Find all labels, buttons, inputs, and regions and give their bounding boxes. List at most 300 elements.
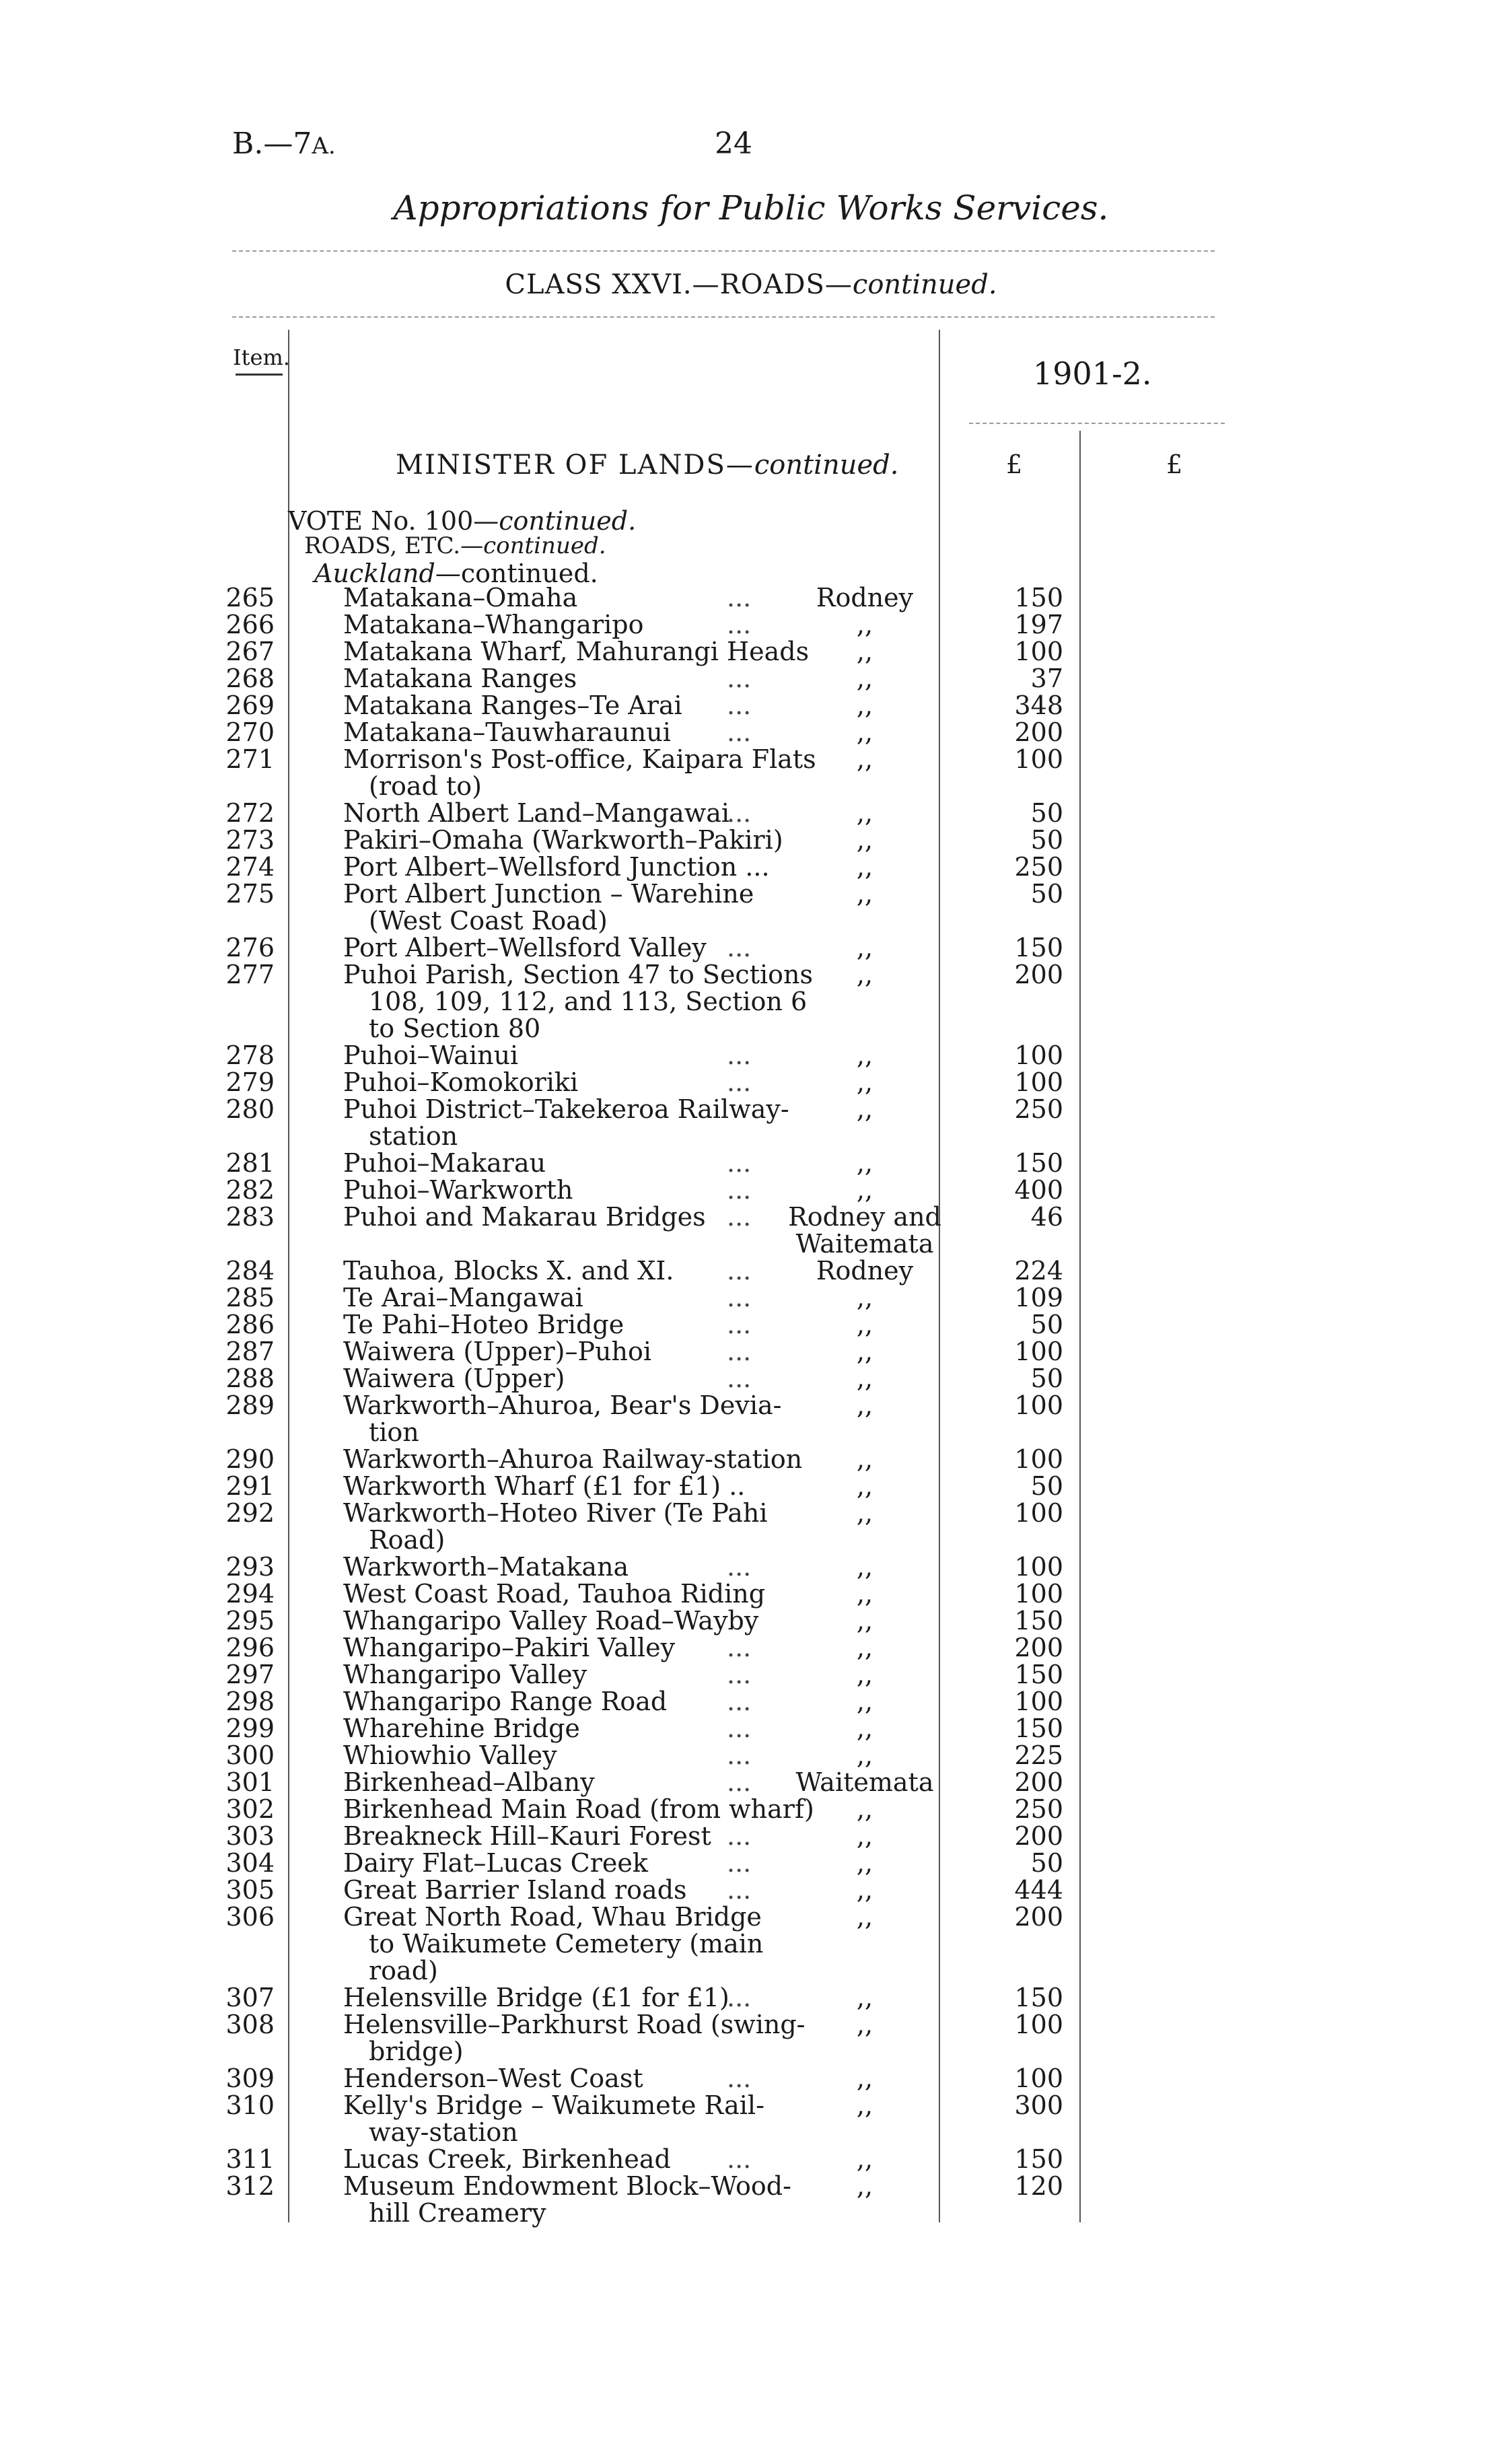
- leader-dots: ...: [727, 1821, 752, 1851]
- region-subheading: Auckland—continued.: [314, 559, 598, 588]
- district-line: ,,: [856, 1902, 873, 1932]
- description-line: Port Albert Junction – Warehine: [343, 879, 754, 909]
- district-line: ,,: [856, 1633, 873, 1662]
- table-row: [0, 692, 1502, 719]
- amount-value: 348: [1014, 691, 1063, 720]
- road-description: [343, 1984, 774, 2011]
- district-line: ,,: [856, 933, 873, 962]
- amount-value: 100: [1014, 744, 1063, 774]
- leader-dots: ...: [727, 717, 752, 747]
- road-description: [343, 1257, 774, 1284]
- leader-dots: ...: [727, 1767, 752, 1797]
- item-number: 301: [225, 1767, 275, 1797]
- amount-value: 250: [1014, 1094, 1063, 1124]
- electoral-district: [784, 1688, 945, 1715]
- item-number: 292: [225, 1498, 275, 1528]
- electoral-district: [784, 1042, 945, 1069]
- description-line: North Albert Land–Mangawai: [343, 798, 730, 828]
- amount-value: 50: [1030, 1364, 1063, 1393]
- description-line: 108, 109, 112, and 113, Section 6: [369, 987, 808, 1016]
- description-line: hill Creamery: [369, 2198, 546, 2228]
- description-line: road): [369, 1956, 438, 1985]
- table-row: [0, 1500, 1502, 1553]
- electoral-district: [784, 1634, 945, 1661]
- amount-value: 100: [1014, 1687, 1063, 1716]
- description-line: (West Coast Road): [369, 906, 608, 936]
- leader-dots: ...: [727, 664, 752, 693]
- amount-value: 400: [1014, 1175, 1063, 1205]
- road-description: [343, 637, 810, 666]
- district-line: ,,: [856, 2090, 873, 2120]
- amount-value: 225: [1014, 1740, 1063, 1770]
- description-line: Warkworth–Ahuroa, Bear's Devia-: [343, 1391, 782, 1420]
- road-description: [343, 880, 774, 934]
- leader-dots: ...: [727, 1337, 752, 1366]
- road-description: [343, 1742, 774, 1769]
- description-line: Whangaripo Valley Road–Wayby: [343, 1606, 759, 1635]
- item-number: 298: [225, 1687, 275, 1716]
- description-line: Waiwera (Upper)–Puhoi: [343, 1337, 652, 1366]
- road-description: [343, 1203, 774, 1230]
- table-row: [0, 880, 1502, 934]
- amount-value: 37: [1030, 664, 1063, 693]
- electoral-district: [784, 1203, 945, 1257]
- district-line: ,,: [856, 1094, 873, 1124]
- district-line: ,,: [856, 691, 873, 720]
- description-line: Helensville Bridge (£1 for £1): [343, 1983, 729, 2012]
- district-line: ,,: [856, 2144, 873, 2174]
- item-number: 267: [225, 637, 275, 666]
- item-number: 293: [225, 1552, 275, 1582]
- electoral-district: [784, 1150, 945, 1176]
- leader-dots: ...: [727, 1067, 752, 1097]
- leader-dots: ...: [727, 1202, 752, 1232]
- description-line: Puhoi and Makarau Bridges: [343, 1202, 706, 1232]
- district-line: Waitemata: [795, 1229, 934, 1259]
- electoral-district: [784, 800, 945, 826]
- table-row: [0, 1473, 1502, 1500]
- description-line: Warkworth Wharf (£1 for £1) ..: [343, 1471, 746, 1501]
- amount-value: 100: [1014, 1552, 1063, 1582]
- electoral-district: [784, 1365, 945, 1392]
- table-row: [0, 934, 1502, 961]
- district-line: ,,: [856, 717, 873, 747]
- leader-dots: ...: [727, 1714, 752, 1743]
- table-row: [0, 611, 1502, 638]
- amount-value: 100: [1014, 1041, 1063, 1070]
- electoral-district: [784, 692, 945, 719]
- year-column-header: 1901-2.: [1033, 355, 1152, 392]
- table-row: [0, 1796, 1502, 1823]
- district-line: ,,: [856, 744, 873, 774]
- description-line: Waiwera (Upper): [343, 1364, 565, 1393]
- electoral-district: [784, 2011, 945, 2038]
- district-line: ,,: [856, 1714, 873, 1743]
- road-description: [343, 1042, 774, 1069]
- road-description: [343, 744, 816, 801]
- table-row: [0, 1284, 1502, 1311]
- amount-value: 197: [1014, 610, 1063, 639]
- district-line: ,,: [856, 798, 873, 828]
- road-description: [343, 1607, 774, 1634]
- item-number: 300: [225, 1740, 275, 1770]
- amount-value: 50: [1030, 825, 1063, 855]
- description-line: way-station: [369, 2117, 518, 2147]
- road-description: [343, 853, 774, 880]
- item-number: 311: [225, 2144, 275, 2174]
- description-line: Matakana–Whangaripo: [343, 610, 644, 639]
- description-line: Lucas Creek, Birkenhead: [343, 2144, 671, 2174]
- page-number: 24: [715, 127, 752, 161]
- district-line: ,,: [856, 1148, 873, 1178]
- electoral-district: [784, 1850, 945, 1876]
- appropriation-table-body: [0, 584, 1502, 2226]
- item-number: 275: [225, 879, 275, 909]
- description-line: Puhoi–Makarau: [343, 1148, 546, 1178]
- item-number: 280: [225, 1094, 275, 1124]
- district-line: ,,: [856, 879, 873, 909]
- electoral-district: [784, 1176, 945, 1203]
- amount-value: 200: [1014, 960, 1063, 989]
- item-number: 294: [225, 1579, 275, 1609]
- electoral-district: [784, 1742, 945, 1769]
- district-line: ,,: [856, 1848, 873, 1878]
- leader-dots: ...: [727, 2144, 752, 2174]
- table-row: [0, 1176, 1502, 1203]
- electoral-district: [784, 1257, 945, 1284]
- district-line: ,,: [856, 1310, 873, 1339]
- road-description: [343, 1094, 789, 1151]
- item-number: 312: [225, 2171, 275, 2201]
- amount-value: 100: [1014, 2010, 1063, 2039]
- table-row: [0, 826, 1502, 853]
- road-description: [343, 934, 774, 961]
- description-line: Kelly's Bridge – Waikumete Rail-: [343, 2090, 764, 2120]
- description-line: Wharehine Bridge: [343, 1714, 580, 1743]
- electoral-district: [784, 1607, 945, 1634]
- road-description: [343, 1391, 782, 1447]
- description-line: Birkenhead Main Road (from wharf): [343, 1794, 814, 1824]
- table-row: [0, 1823, 1502, 1850]
- item-number: 289: [225, 1391, 275, 1420]
- table-row: [0, 1876, 1502, 1903]
- description-line: Tauhoa, Blocks X. and XI.: [343, 1256, 674, 1286]
- district-line: ,,: [856, 1067, 873, 1097]
- district-line: ,,: [856, 2171, 873, 2201]
- table-row: [0, 1553, 1502, 1580]
- item-number: 272: [225, 798, 275, 828]
- road-description: [343, 1444, 803, 1474]
- description-line: Breakneck Hill–Kauri Forest: [343, 1821, 711, 1851]
- leader-dots: ...: [727, 583, 752, 612]
- amount-value: 100: [1014, 1391, 1063, 1420]
- document-reference: B.—7A.: [232, 127, 336, 161]
- amount-value: 250: [1014, 1794, 1063, 1824]
- district-line: ,,: [856, 1364, 873, 1393]
- description-line: Morrison's Post-office, Kaipara Flats: [343, 744, 816, 774]
- item-number: 283: [225, 1202, 275, 1232]
- description-line: Henderson–West Coast: [343, 2064, 643, 2093]
- table-row: [0, 746, 1502, 800]
- table-row: [0, 2092, 1502, 2146]
- table-row: [0, 1257, 1502, 1284]
- amount-value: 224: [1014, 1256, 1063, 1286]
- electoral-district: [784, 1823, 945, 1850]
- road-description: [343, 2171, 791, 2228]
- description-line: Matakana Ranges–Te Arai: [343, 691, 682, 720]
- district-line: Rodney: [816, 583, 914, 612]
- district-line: ,,: [856, 1983, 873, 2012]
- item-number: 308: [225, 2010, 275, 2039]
- description-line: Birkenhead–Albany: [343, 1767, 595, 1797]
- electoral-district: [784, 1096, 945, 1123]
- table-row: [0, 1096, 1502, 1150]
- electoral-district: [784, 1473, 945, 1500]
- amount-value: 46: [1030, 1202, 1063, 1232]
- leader-dots: ...: [727, 1740, 752, 1770]
- road-description: [343, 1715, 774, 1742]
- road-description: [343, 1176, 774, 1203]
- leader-dots: ...: [727, 1552, 752, 1582]
- amount-value: 50: [1030, 1471, 1063, 1501]
- leader-dots: ...: [727, 798, 752, 828]
- table-row: [0, 1580, 1502, 1607]
- amount-value: 200: [1014, 1767, 1063, 1797]
- amount-value: 100: [1014, 2064, 1063, 2093]
- road-description: [343, 2065, 774, 2092]
- amount-value: 100: [1014, 1444, 1063, 1474]
- road-description: [343, 1311, 774, 1338]
- road-description: [343, 2146, 774, 2173]
- item-number: 302: [225, 1794, 275, 1824]
- description-line: to Waikumete Cemetery (main: [369, 1929, 764, 1959]
- table-row: [0, 2146, 1502, 2173]
- electoral-district: [784, 1580, 945, 1607]
- table-row: [0, 1742, 1502, 1769]
- item-number: 291: [225, 1471, 275, 1501]
- district-line: ,,: [856, 1391, 873, 1420]
- road-description: [343, 1688, 774, 1715]
- leader-dots: ...: [727, 1687, 752, 1716]
- item-number: 296: [225, 1633, 275, 1662]
- electoral-district: [784, 2146, 945, 2173]
- leader-dots: ...: [727, 691, 752, 720]
- item-number: 277: [225, 960, 275, 989]
- description-line: station: [369, 1121, 458, 1151]
- description-line: Matakana–Tauwharaunui: [343, 717, 671, 747]
- table-row: [0, 853, 1502, 880]
- amount-value: 200: [1014, 1902, 1063, 1932]
- item-number: 307: [225, 1983, 275, 2012]
- road-description: [343, 584, 774, 611]
- item-column-header: Item.: [233, 345, 290, 370]
- district-line: ,,: [856, 1687, 873, 1716]
- description-line: Great Barrier Island roads: [343, 1875, 687, 1905]
- table-row: [0, 1769, 1502, 1796]
- amount-value: 150: [1014, 933, 1063, 962]
- road-description: [343, 1876, 774, 1903]
- amount-value: 444: [1014, 1875, 1063, 1905]
- table-row: [0, 1661, 1502, 1688]
- electoral-district: [784, 2173, 945, 2199]
- roads-subheading: ROADS, ETC.—continued.: [304, 532, 606, 559]
- table-row: [0, 2011, 1502, 2065]
- description-line: Puhoi–Komokoriki: [343, 1067, 579, 1097]
- road-description: [343, 800, 774, 826]
- amount-value: 150: [1014, 583, 1063, 612]
- district-line: ,,: [856, 1283, 873, 1312]
- road-description: [343, 1284, 774, 1311]
- item-number: 297: [225, 1660, 275, 1689]
- amount-value: 300: [1014, 2090, 1063, 2120]
- district-line: ,,: [856, 1175, 873, 1205]
- electoral-district: [784, 1903, 945, 1930]
- currency-symbol: £: [1006, 450, 1023, 479]
- year-rule: [969, 423, 1225, 424]
- electoral-district: [784, 2065, 945, 2092]
- electoral-district: [784, 1661, 945, 1688]
- description-line: bridge): [369, 2037, 464, 2066]
- leader-dots: ...: [727, 1041, 752, 1070]
- item-number: 274: [225, 852, 275, 882]
- road-description: [343, 1150, 774, 1176]
- district-line: ,,: [856, 825, 873, 855]
- electoral-district: [784, 853, 945, 880]
- description-line: Great North Road, Whau Bridge: [343, 1902, 762, 1932]
- road-description: [343, 611, 774, 638]
- district-line: ,,: [856, 960, 873, 989]
- amount-value: 200: [1014, 1633, 1063, 1662]
- description-line: Puhoi–Wainui: [343, 1041, 519, 1070]
- amount-value: 150: [1014, 1606, 1063, 1635]
- item-number: 305: [225, 1875, 275, 1905]
- amount-value: 150: [1014, 2144, 1063, 2174]
- item-number: 269: [225, 691, 275, 720]
- amount-value: 150: [1014, 1983, 1063, 2012]
- item-number: 266: [225, 610, 275, 639]
- road-description: [343, 1850, 774, 1876]
- electoral-district: [784, 1284, 945, 1311]
- table-row: [0, 1446, 1502, 1473]
- leader-dots: ...: [727, 1364, 752, 1393]
- electoral-district: [784, 665, 945, 692]
- electoral-district: [784, 1796, 945, 1823]
- leader-dots: ...: [727, 1148, 752, 1178]
- description-line: (road to): [369, 771, 482, 801]
- table-row: [0, 1150, 1502, 1176]
- leader-dots: ...: [727, 1875, 752, 1905]
- district-line: Waitemata: [795, 1767, 934, 1797]
- electoral-district: [784, 934, 945, 961]
- table-row: [0, 1984, 1502, 2011]
- leader-dots: ...: [727, 2064, 752, 2093]
- amount-value: 50: [1030, 1848, 1063, 1878]
- table-row: [0, 1311, 1502, 1338]
- amount-value: 100: [1014, 637, 1063, 666]
- district-line: ,,: [856, 1552, 873, 1582]
- item-number: 281: [225, 1148, 275, 1178]
- description-line: Puhoi Parish, Section 47 to Sections: [343, 960, 813, 989]
- amount-value: 100: [1014, 1067, 1063, 1097]
- electoral-district: [784, 1500, 945, 1526]
- electoral-district: [784, 1311, 945, 1338]
- leader-dots: ...: [727, 1848, 752, 1878]
- table-row: [0, 1338, 1502, 1365]
- leader-dots: ...: [727, 1633, 752, 1662]
- amount-value: 100: [1014, 1498, 1063, 1528]
- item-header-underline: [236, 374, 283, 376]
- road-description: [343, 1069, 774, 1096]
- description-line: Whiowhio Valley: [343, 1740, 557, 1770]
- electoral-district: [784, 638, 945, 665]
- amount-value: 200: [1014, 1821, 1063, 1851]
- district-line: ,,: [856, 1041, 873, 1070]
- electoral-district: [784, 1338, 945, 1365]
- road-description: [343, 1365, 774, 1392]
- title-rule: [232, 250, 1215, 252]
- amount-value: 50: [1030, 798, 1063, 828]
- description-line: Road): [369, 1525, 445, 1555]
- district-line: ,,: [856, 610, 873, 639]
- table-row: [0, 800, 1502, 826]
- road-description: [343, 1553, 774, 1580]
- district-line: ,,: [856, 1660, 873, 1689]
- district-line: ,,: [856, 2010, 873, 2039]
- item-number: 273: [225, 825, 275, 855]
- district-line: ,,: [856, 2064, 873, 2093]
- road-description: [343, 1769, 774, 1796]
- road-description: [343, 2010, 806, 2066]
- district-line: ,,: [856, 1794, 873, 1824]
- electoral-district: [784, 826, 945, 853]
- description-line: Te Arai–Mangawai: [343, 1283, 583, 1312]
- district-line: ,,: [856, 1606, 873, 1635]
- electoral-district: [784, 961, 945, 988]
- description-line: Dairy Flat–Lucas Creek: [343, 1848, 648, 1878]
- item-number: 279: [225, 1067, 275, 1097]
- road-description: [343, 1661, 774, 1688]
- description-line: to Section 80: [369, 1014, 541, 1043]
- road-description: [343, 1580, 774, 1607]
- description-line: Warkworth–Matakana: [343, 1552, 629, 1582]
- item-number: 295: [225, 1606, 275, 1635]
- item-number: 288: [225, 1364, 275, 1393]
- item-number: 309: [225, 2064, 275, 2093]
- amount-value: 150: [1014, 1714, 1063, 1743]
- class-rule: [232, 316, 1215, 318]
- district-line: ,,: [856, 1579, 873, 1609]
- table-row: [0, 665, 1502, 692]
- electoral-district: [784, 1984, 945, 2011]
- road-description: [343, 1634, 774, 1661]
- electoral-district: [784, 1446, 945, 1473]
- item-number: 282: [225, 1175, 275, 1205]
- table-row: [0, 1850, 1502, 1876]
- road-description: [343, 665, 774, 692]
- table-row: [0, 2065, 1502, 2092]
- district-line: ,,: [856, 852, 873, 882]
- electoral-district: [784, 611, 945, 638]
- amount-value: 200: [1014, 717, 1063, 747]
- leader-dots: ...: [727, 933, 752, 962]
- item-number: 303: [225, 1821, 275, 1851]
- description-line: Matakana–Omaha: [343, 583, 578, 612]
- item-number: 284: [225, 1256, 275, 1286]
- amount-value: 120: [1014, 2171, 1063, 2201]
- page-title: Appropriations for Public Works Services.: [393, 188, 1109, 227]
- district-line: ,,: [856, 1875, 873, 1905]
- item-number: 265: [225, 583, 275, 612]
